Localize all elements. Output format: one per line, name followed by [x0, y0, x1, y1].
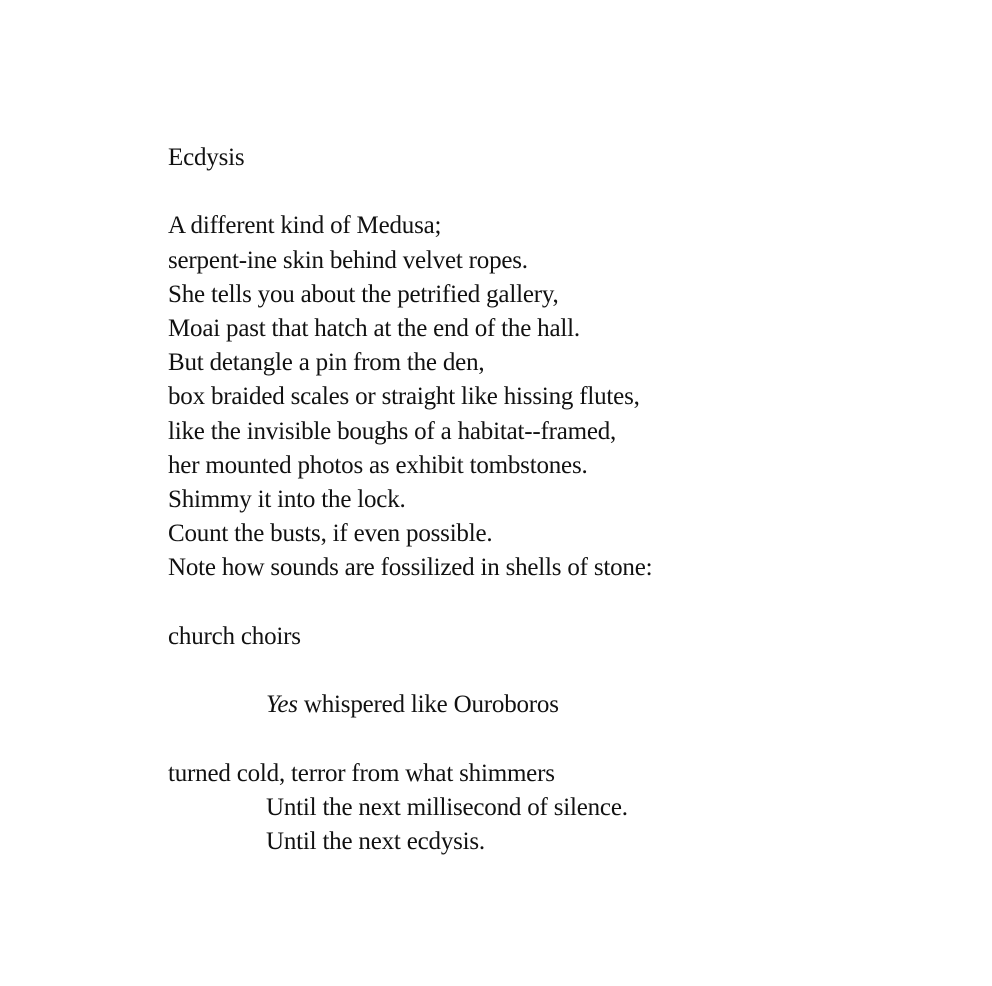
stanza-break — [168, 175, 868, 209]
poem-title: Ecdysis — [168, 144, 245, 171]
line-rest: whispered like Ouroboros — [297, 691, 559, 719]
stanza-break — [168, 654, 868, 688]
poem-line: A different kind of Medusa; — [168, 212, 442, 240]
stanza-4 — [168, 757, 868, 860]
poem-line: Shimmy it into the lock. — [168, 486, 406, 514]
poem-line: Count the busts, if even possible. — [168, 520, 493, 548]
poem — [168, 141, 868, 859]
poem-line-indented: Until the next millisecond of silence. — [266, 793, 628, 821]
poem-line: her mounted photos as exhibit tombstones. — [168, 451, 588, 479]
italic-word: Yes — [266, 691, 298, 719]
stanza-break — [168, 722, 868, 756]
stanza-break — [168, 586, 868, 620]
poem-line: She tells you about the petrified gallery, — [168, 280, 559, 308]
poem-line: Moai past that hatch at the end of the hall. — [168, 315, 580, 342]
stanza-1 — [168, 209, 868, 585]
poem-line: box braided scales or straight like hissing flutes, — [168, 383, 640, 411]
poem-line: turned cold, terror from what shimmers — [168, 759, 555, 787]
poem-line-ouroboros — [168, 688, 868, 722]
poem-line-indented: Until the next ecdysis. — [266, 828, 485, 855]
poem-line-church-choirs: church choirs — [168, 622, 301, 650]
poem-line: serpent-ine skin behind velvet ropes. — [168, 246, 528, 274]
poem-line: Note how sounds are fossilized in shells of stone: — [168, 554, 653, 582]
poem-line: But detangle a pin from the den, — [168, 349, 485, 377]
poem-line: like the invisible boughs of a habitat--framed, — [168, 417, 617, 445]
